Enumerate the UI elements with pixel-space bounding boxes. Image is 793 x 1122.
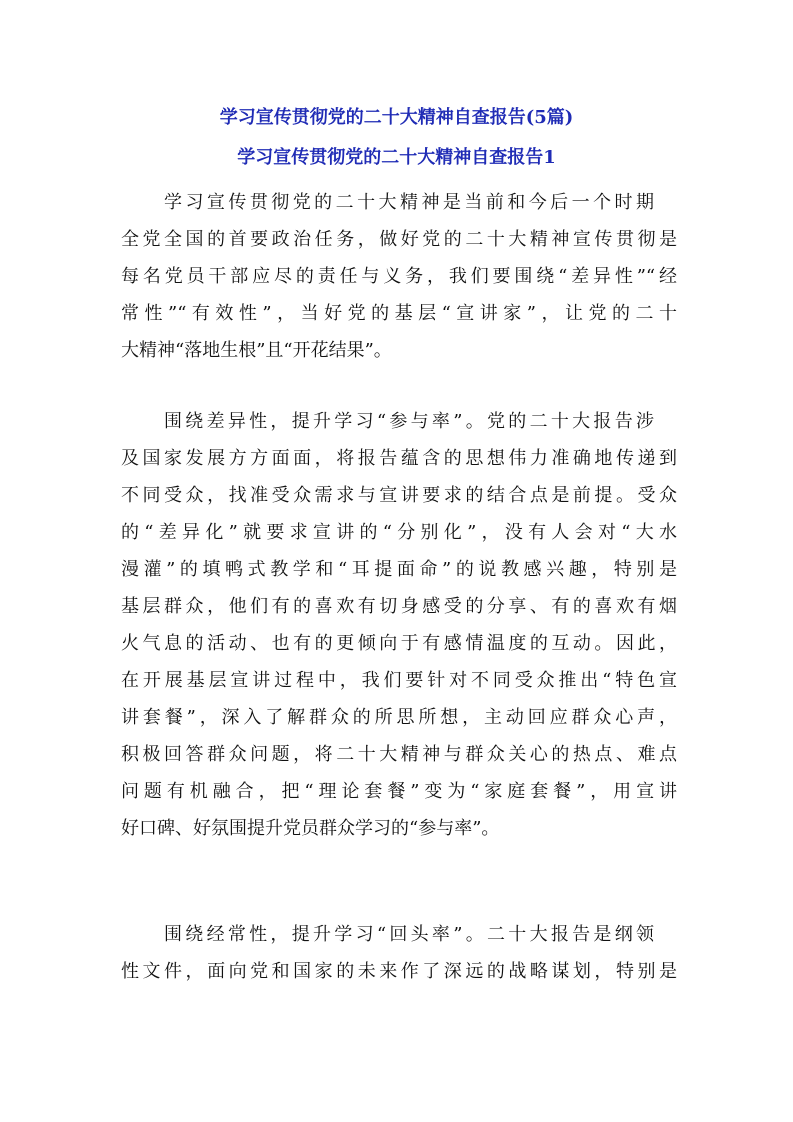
paragraph-line: 及国家发展方方面面，将报告蕴含的思想伟力准确地传递到 xyxy=(121,448,677,469)
paragraph-line: 不同受众，找准受众需求与宣讲要求的结合点是前提。受众 xyxy=(121,485,677,506)
paragraph-line: 积极回答群众问题，将二十大精神与群众关心的热点、难点 xyxy=(121,744,677,765)
paragraph-line: 火气息的活动、也有的更倾向于有感情温度的互动。因此， xyxy=(121,633,677,654)
paragraph-line: 常性”“有效性”，当好党的基层“宣讲家”，让党的二十 xyxy=(121,303,677,324)
paragraph-line: 在开展基层宣讲过程中，我们要针对不同受众推出“特色宣 xyxy=(121,670,677,691)
paragraph-line: 围绕差异性，提升学习“参与率”。党的二十大报告涉 xyxy=(164,411,654,432)
paragraph-line: 围绕经常性，提升学习“回头率”。二十大报告是纲领 xyxy=(164,924,654,945)
paragraph-line: 基层群众，他们有的喜欢有切身感受的分享、有的喜欢有烟 xyxy=(121,596,677,617)
paragraph-line: 大精神“落地生根”且“开花结果”。 xyxy=(121,340,392,361)
paragraph-line: 讲套餐”，深入了解群众的所思所想，主动回应群众心声， xyxy=(121,707,677,728)
paragraph-line: 的“差异化”就要求宣讲的“分别化”，没有人会对“大水 xyxy=(121,522,677,543)
paragraph-line: 学习宣传贯彻党的二十大精神是当前和今后一个时期 xyxy=(164,192,654,213)
paragraph-line: 全党全国的首要政治任务，做好党的二十大精神宣传贯彻是 xyxy=(121,229,677,250)
paragraph-line: 漫灌”的填鸭式教学和“耳提面命”的说教感兴趣，特别是 xyxy=(121,559,677,580)
paragraph-line: 每名党员干部应尽的责任与义务，我们要围绕“差异性”“经 xyxy=(121,266,677,287)
paragraph-line: 问题有机融合，把“理论套餐”变为“家庭套餐”，用宣讲 xyxy=(121,781,677,802)
paragraph-line: 好口碑、好氛围提升党员群众学习的“参与率”。 xyxy=(121,818,500,839)
document-title: 学习宣传贯彻党的二十大精神自查报告(5篇) xyxy=(219,107,574,128)
document-subtitle: 学习宣传贯彻党的二十大精神自查报告1 xyxy=(237,147,556,168)
paragraph-line: 性文件，面向党和国家的未来作了深远的战略谋划，特别是 xyxy=(121,961,677,982)
